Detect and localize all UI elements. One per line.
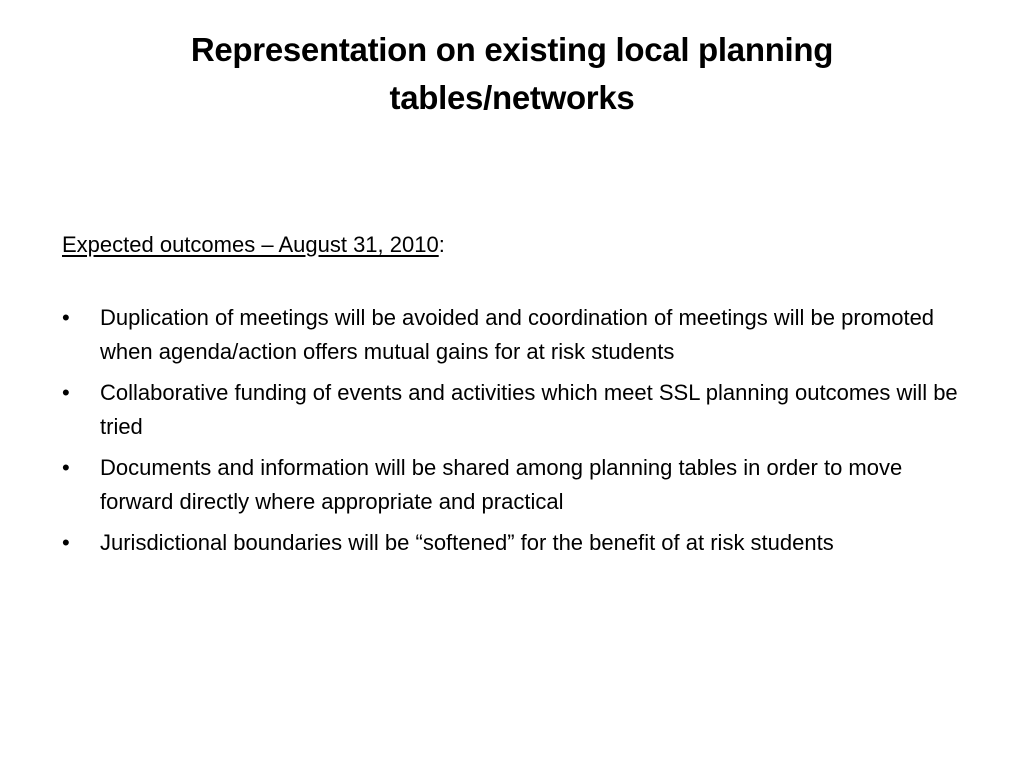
list-item: [62, 451, 972, 519]
list-item: [62, 301, 972, 369]
expected-outcomes-colon: :: [438, 232, 445, 257]
list-item-text: Collaborative funding of events and activities which meet SSL planning outcomes will be tried: [100, 380, 958, 439]
bullet-icon: •: [62, 530, 70, 555]
bullet-icon: •: [62, 455, 70, 480]
slide-title: [120, 26, 904, 122]
list-item-text: Documents and information will be shared among planning tables in order to move forward directly where appropriate and practical: [100, 455, 903, 514]
bullet-icon: •: [62, 380, 70, 405]
list-item: [62, 376, 972, 444]
list-item-text: Duplication of meetings will be avoided and coordination of meetings will be promoted when agenda/action offers mutual gains for at risk students: [100, 305, 935, 364]
slide-title-line-1: Representation on existing local planning: [190, 31, 834, 68]
list-item-text: Jurisdictional boundaries will be “softened” for the benefit of at risk students: [100, 530, 834, 555]
bullet-icon: •: [62, 305, 70, 330]
expected-outcomes-label: Expected outcomes – August 31, 2010: [62, 232, 439, 257]
slide-body: [62, 228, 972, 567]
list-item: [62, 526, 972, 560]
slide-title-line-2: tables/networks: [389, 79, 635, 116]
outcomes-list: [62, 301, 972, 560]
expected-outcomes-heading: [62, 228, 972, 261]
